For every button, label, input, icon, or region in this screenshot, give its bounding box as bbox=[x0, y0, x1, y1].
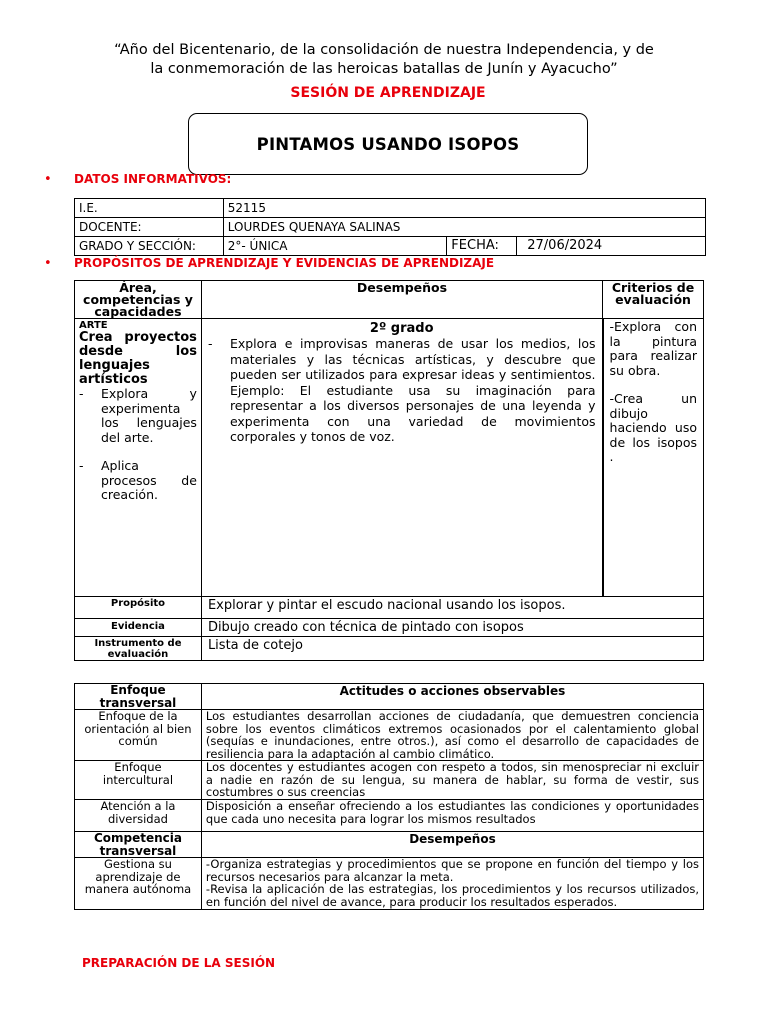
proposito-value: Explorar y pintar el escudo nacional usando los isopos. bbox=[201, 597, 703, 619]
docente-label: DOCENTE: bbox=[75, 218, 224, 237]
evidencia-value: Dibujo creado con técnica de pintado con isopos bbox=[201, 619, 703, 637]
quote-line-2: la conmemoración de las heroicas batallas de Junín y Ayacucho” bbox=[150, 61, 618, 77]
col-desempenos-header: Desempeños bbox=[201, 832, 703, 858]
preparacion-heading: PREPARACIÓN DE LA SESIÓN bbox=[82, 956, 276, 970]
datos-heading: DATOS INFORMATIVOS: bbox=[74, 172, 232, 186]
ie-label: I.E. bbox=[75, 199, 224, 218]
desempeno-list bbox=[208, 336, 596, 445]
capacidad-item: - Aplica procesos de creación. bbox=[79, 459, 197, 503]
session-label: SESIÓN DE APRENDIZAJE bbox=[290, 85, 486, 101]
grado-label: 2º grado bbox=[369, 321, 434, 336]
instrumento-label: Instrumento de evaluación bbox=[75, 637, 202, 661]
criterios-cell bbox=[603, 319, 704, 597]
desempeno-item: -Organiza estrategias y procedimientos que se propone en función del tiempo y los recursos necesarios para alcanzar la meta. bbox=[205, 857, 699, 884]
desempeno-cell bbox=[201, 319, 602, 597]
enfoque-name: Enfoque de la orientación al bien común bbox=[75, 710, 202, 761]
grado-value: 2°- ÚNICA bbox=[223, 237, 447, 256]
enfoque-accion: Los docentes y estudiantes acogen con respeto a todos, sin menospreciar ni excluir a nadie en razón de su lengua, su manera de hablar, su forma de vestir, sus costumbres o sus creencias bbox=[201, 761, 703, 800]
desempeno-item: -Revisa la aplicación de las estrategias, los procedimientos y los recursos utilizados, en función del nivel de avance, para producir los resultados esperados. bbox=[205, 882, 699, 909]
col-actitudes-header: Actitudes o acciones observables bbox=[201, 684, 703, 710]
capacidades-list bbox=[79, 387, 197, 503]
fecha-value: 27/06/2024 bbox=[517, 237, 706, 256]
header-quote bbox=[60, 41, 708, 79]
enfoque-accion: Los estudiantes desarrollan acciones de ciudadanía, que demuestren conciencia sobre los eventos climáticos extremos ocasionados por el calentamiento global (sequías e inundaciones, entre otros.), así como el desarrollo de capacidades de resiliencia para la adaptación al cambio climático. bbox=[201, 710, 703, 761]
area-label: ARTE bbox=[79, 320, 108, 331]
instrumento-value: Lista de cotejo bbox=[201, 637, 703, 661]
docente-value: LOURDES QUENAYA SALINAS bbox=[223, 218, 705, 237]
enfoques-table bbox=[74, 683, 704, 910]
propositos-heading: PROPÓSITOS DE APRENDIZAJE Y EVIDENCIAS DE APRENDIZAJE bbox=[74, 256, 495, 270]
enfoque-name: Atención a la diversidad bbox=[75, 800, 202, 832]
col-enfoque-header: Enfoque transversal bbox=[75, 684, 202, 710]
criterio-item: -Crea un dibujo haciendo uso de los isopos . bbox=[609, 391, 697, 464]
competencia-desempenos bbox=[201, 858, 703, 910]
desempeno-item: - Explora e improvisas maneras de usar los medios, los materiales y las técnicas artísticas, y descubre que pueden ser utilizados para expresar ideas y sentimientos. Ejemplo: El estudiante usa su imaginación para representar a los diversos personajes de una leyenda y experimenta con una variedad de movimientos corporales y tonos de voz. bbox=[208, 336, 596, 445]
fecha-label: FECHA: bbox=[447, 237, 517, 256]
bullet-icon: • bbox=[44, 172, 52, 187]
propositos-table bbox=[74, 280, 704, 661]
bullet-icon: • bbox=[44, 256, 52, 271]
grado-label: GRADO Y SECCIÓN: bbox=[75, 237, 224, 256]
area-cell bbox=[75, 319, 202, 597]
col-area-header: Área, competencias y capacidades bbox=[75, 281, 202, 319]
capacidad-item: - Explora y experimenta los lenguajes del arte. bbox=[79, 387, 197, 445]
competencia-text: Crea proyectos desde los lenguajes artísticos bbox=[79, 330, 197, 387]
col-criterios-header: Criterios de evaluación bbox=[603, 281, 704, 319]
evidencia-label: Evidencia bbox=[75, 619, 202, 637]
quote-line-1: “Año del Bicentenario, de la consolidación de nuestra Independencia, y de bbox=[114, 42, 654, 58]
session-title-box bbox=[188, 113, 588, 175]
session-title: PINTAMOS USANDO ISOPOS bbox=[256, 134, 520, 154]
col-competencia-header: Competencia transversal bbox=[75, 832, 202, 858]
proposito-label: Propósito bbox=[75, 597, 202, 619]
col-desempenos-header: Desempeños bbox=[201, 281, 602, 319]
datos-table bbox=[74, 198, 706, 256]
competencia-name: Gestiona su aprendizaje de manera autónoma bbox=[75, 858, 202, 910]
enfoque-accion: Disposición a enseñar ofreciendo a los estudiantes las condiciones y oportunidades que cada uno necesita para lograr los mismos resultados bbox=[201, 800, 703, 832]
ie-value: 52115 bbox=[223, 199, 705, 218]
criterio-item: -Explora con la pintura para realizar su obra. bbox=[609, 319, 697, 378]
enfoque-name: Enfoque intercultural bbox=[75, 761, 202, 800]
